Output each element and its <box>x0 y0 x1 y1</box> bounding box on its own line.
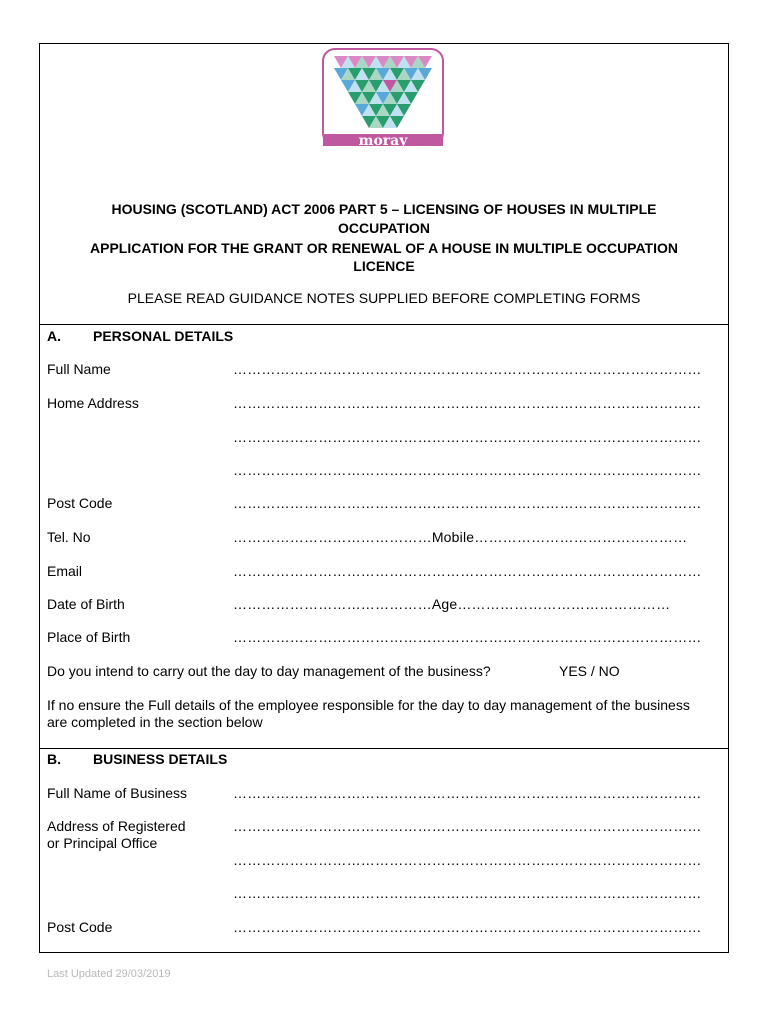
age-label: Age <box>431 596 458 612</box>
business-address-line-1[interactable]: ……………………………………………………………………………………… <box>233 818 702 834</box>
email-label: Email <box>47 563 83 579</box>
form-title-line-2: OCCUPATION <box>337 220 431 236</box>
dob-field[interactable]: …………………………………… <box>233 596 432 612</box>
home-address-line-2[interactable]: ……………………………………………………………………………………… <box>233 429 702 445</box>
place-of-birth-field[interactable]: ……………………………………………………………………………………… <box>233 629 702 645</box>
section-divider <box>39 748 729 749</box>
dob-age-row <box>233 596 670 612</box>
home-address-label: Home Address <box>47 395 139 411</box>
section-a-letter: A. <box>47 328 61 344</box>
section-b-letter: B. <box>47 751 61 767</box>
business-address-line-2[interactable]: ……………………………………………………………………………………… <box>233 852 702 868</box>
business-address-line-3[interactable]: ……………………………………………………………………………………… <box>233 885 702 901</box>
mobile-field[interactable]: ……………………………………… <box>474 529 688 545</box>
email-field[interactable]: ……………………………………………………………………………………… <box>233 563 702 579</box>
tel-label: Tel. No <box>47 529 91 545</box>
full-name-label: Full Name <box>47 361 111 377</box>
mobile-label: Mobile <box>431 529 475 545</box>
full-name-field[interactable]: ……………………………………………………………………………………… <box>233 361 702 377</box>
form-title-line-1: HOUSING (SCOTLAND) ACT 2006 PART 5 – LICENSING OF HOUSES IN MULTIPLE <box>111 201 657 217</box>
logo-wordmark: moray <box>358 133 408 146</box>
yes-no-option[interactable]: YES / NO <box>559 663 620 679</box>
dob-label: Date of Birth <box>47 596 125 612</box>
management-question: Do you intend to carry out the day to day management of the business? <box>47 663 491 679</box>
post-code-field[interactable]: ……………………………………………………………………………………… <box>233 495 702 511</box>
place-of-birth-label: Place of Birth <box>47 629 131 645</box>
registered-address-label: Address of Registered <box>47 818 186 834</box>
tel-field[interactable]: …………………………………… <box>233 529 432 545</box>
form-title-line-3: APPLICATION FOR THE GRANT OR RENEWAL OF A HOUSE IN MULTIPLE OCCUPATION <box>90 240 678 256</box>
home-address-line-1[interactable]: ……………………………………………………………………………………… <box>233 395 702 411</box>
principal-office-label: or Principal Office <box>47 835 158 851</box>
section-b-title: BUSINESS DETAILS <box>93 751 228 767</box>
age-field[interactable]: ……………………………………… <box>457 596 671 612</box>
business-post-code-field[interactable]: ……………………………………………………………………………………… <box>233 919 702 935</box>
management-note: If no ensure the Full details of the employee responsible for the day to day management of the business are completed in the section below <box>47 697 690 730</box>
moray-council-logo <box>322 48 444 146</box>
last-updated: Last Updated 29/03/2019 <box>47 968 171 980</box>
home-address-line-3[interactable]: ……………………………………………………………………………………… <box>233 462 702 478</box>
post-code-label: Post Code <box>47 495 113 511</box>
section-a-title: PERSONAL DETAILS <box>93 328 234 344</box>
guidance-notice: PLEASE READ GUIDANCE NOTES SUPPLIED BEFORE COMPLETING FORMS <box>127 290 641 306</box>
tel-mobile-row <box>233 529 687 545</box>
business-post-code-label: Post Code <box>47 919 113 935</box>
business-name-field[interactable]: ……………………………………………………………………………………… <box>233 785 702 801</box>
business-name-label: Full Name of Business <box>47 785 188 801</box>
section-divider <box>39 324 729 325</box>
form-title-line-4: LICENCE <box>353 258 415 274</box>
